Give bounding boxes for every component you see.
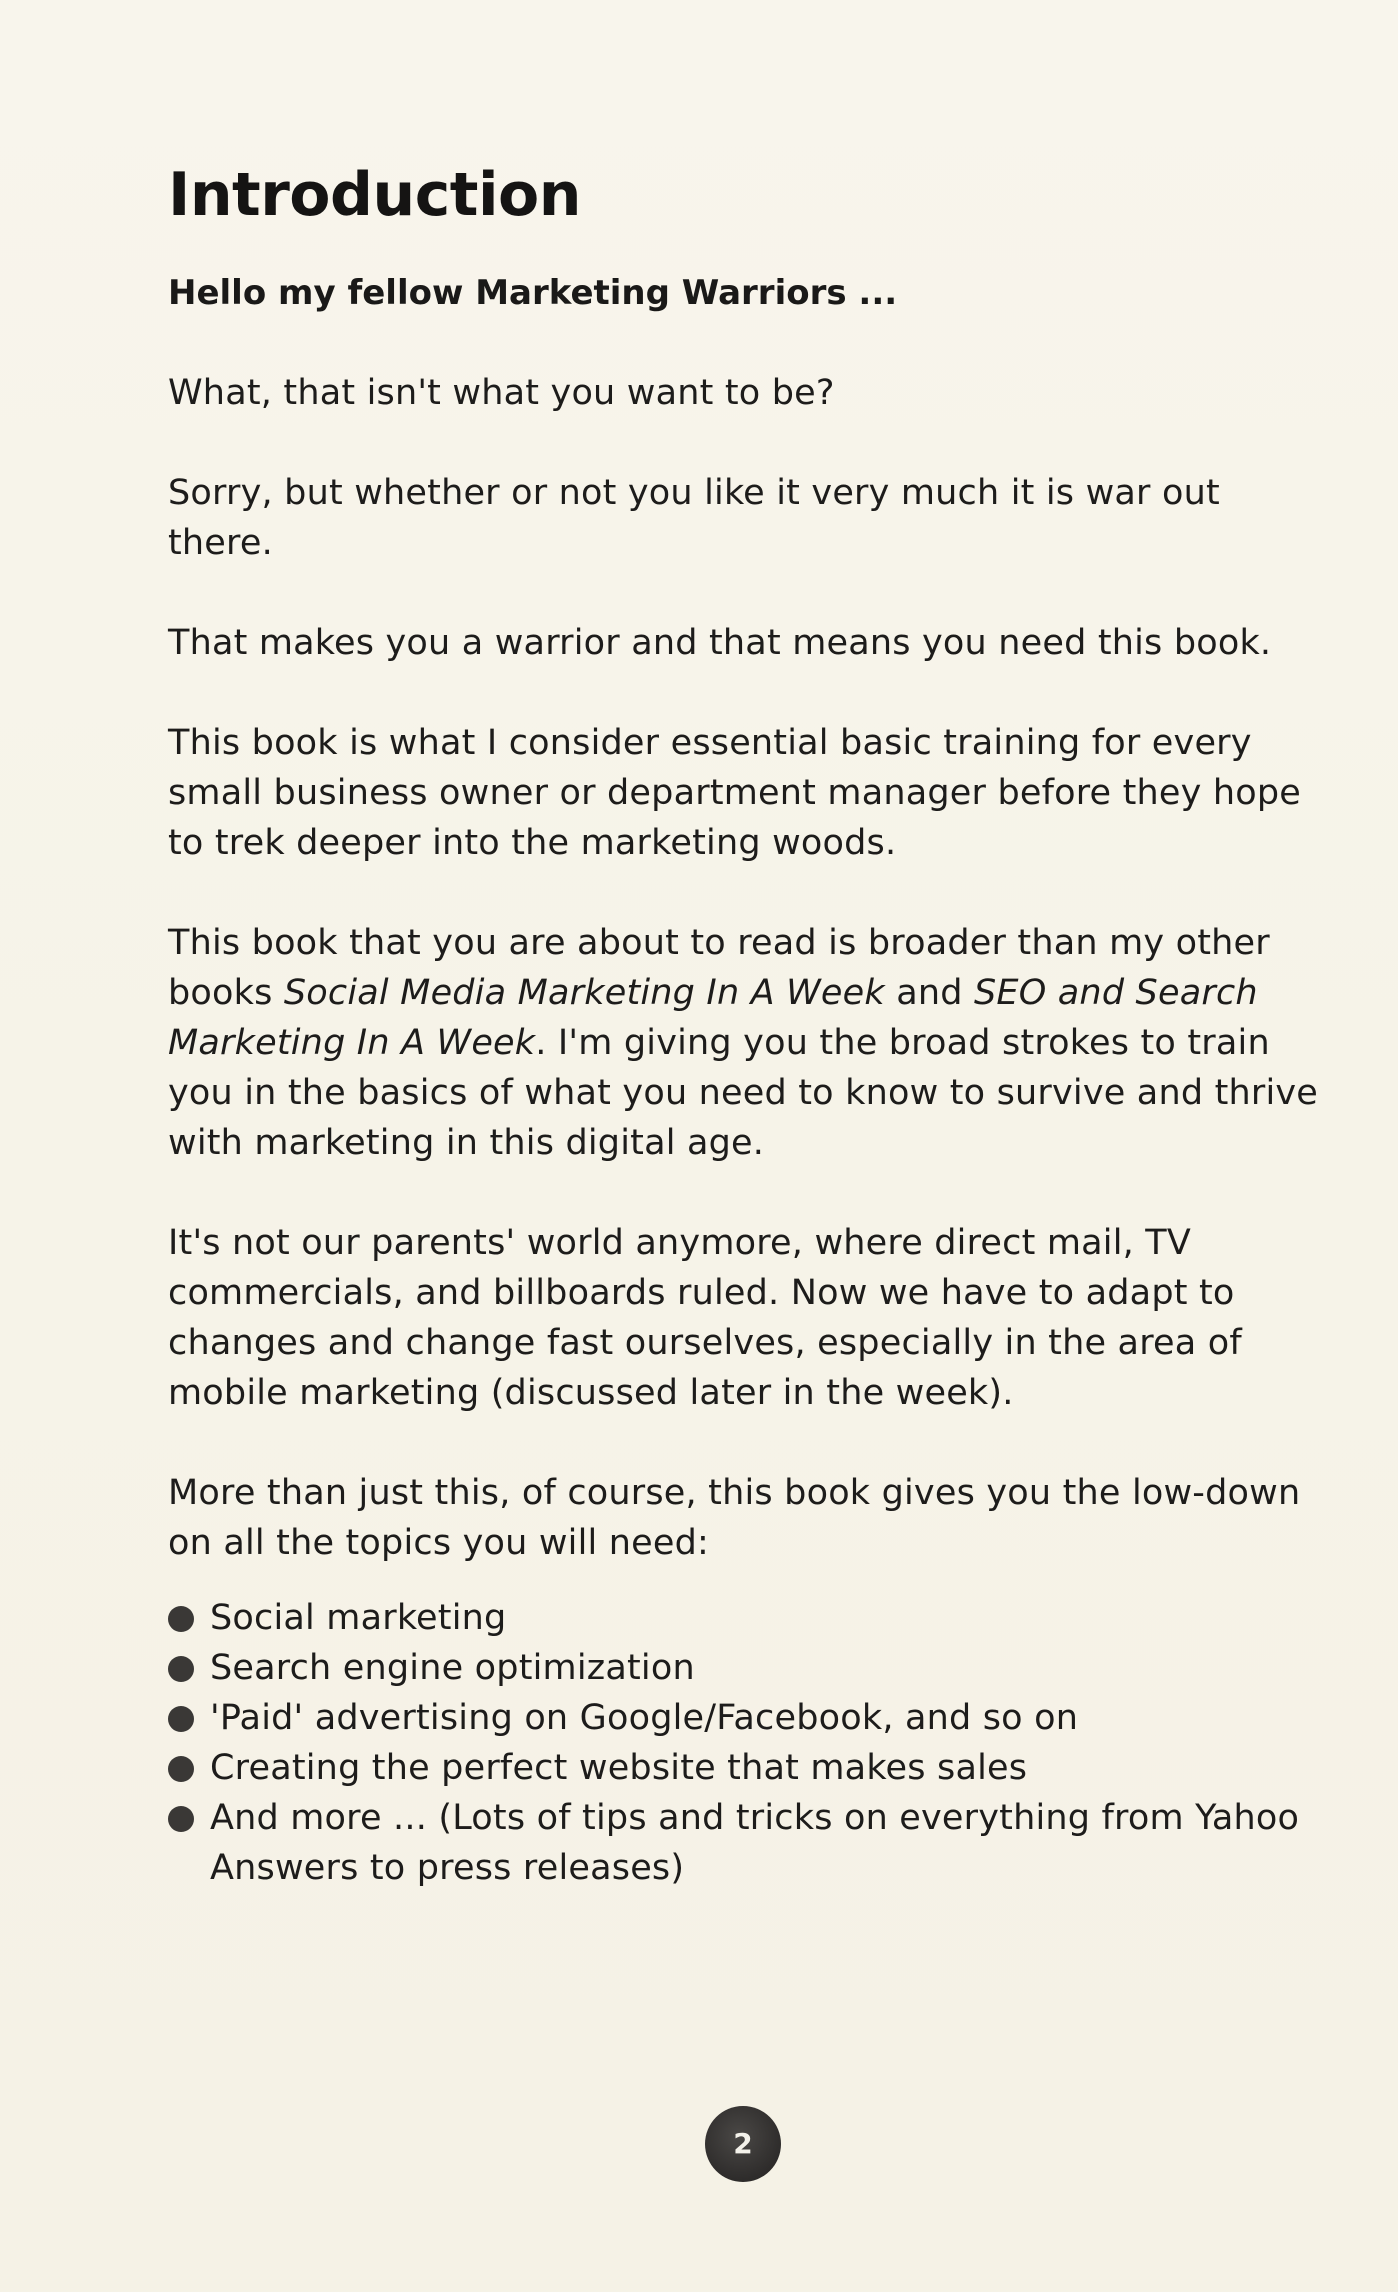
- book-title-social-media: Social Media Marketing In A Week: [283, 973, 885, 1013]
- list-item-text: Social marketing: [210, 1598, 507, 1638]
- bullet-icon: [168, 1706, 194, 1732]
- list-item: [168, 1793, 1328, 1893]
- paragraph-2: Sorry, but whether or not you like it very much it is war out there.: [168, 473, 1220, 563]
- paragraph-7: More than just this, of course, this book gives you the low-down on all the topics you will need:: [168, 1473, 1301, 1563]
- bullet-icon: [168, 1756, 194, 1782]
- book-title-seo: SEO and Search Marketing In A Week: [168, 973, 1258, 1063]
- bullet-icon: [168, 1806, 194, 1832]
- list-item: [168, 1593, 1328, 1643]
- list-item: [168, 1643, 1328, 1693]
- list-item-text: 'Paid' advertising on Google/Facebook, and so on: [210, 1698, 1079, 1738]
- paragraph-3: That makes you a warrior and that means you need this book.: [168, 623, 1272, 663]
- list-item-text: Search engine optimization: [210, 1648, 695, 1688]
- page-number-badge: 2: [705, 2106, 781, 2182]
- list-item: [168, 1743, 1328, 1793]
- greeting-heading: Hello my fellow Marketing Warriors ...: [168, 273, 898, 313]
- paragraph-5-text-1: This book that you are about to read is broader than my other books: [168, 923, 1270, 1013]
- paragraph-6: It's not our parents' world anymore, where direct mail, TV commercials, and billboards ruled. Now we have to adapt to changes and change fast ourselves, especially in the area of mobile marketing (discussed later in the week).: [168, 1223, 1242, 1413]
- paragraph-4: This book is what I consider essential basic training for every small business owner or department manager before they hope to trek deeper into the marketing woods.: [168, 723, 1302, 863]
- page-title: Introduction: [168, 160, 581, 230]
- list-item: [168, 1693, 1328, 1743]
- paragraph-5-text-3: . I'm giving you the broad strokes to train you in the basics of what you need to know to survive and thrive with marketing in this digital age.: [168, 1023, 1319, 1163]
- paragraph-1: What, that isn't what you want to be?: [168, 373, 835, 413]
- paragraph-5: [168, 918, 1328, 1168]
- topics-list: [168, 1593, 1328, 1893]
- bullet-icon: [168, 1656, 194, 1682]
- list-item-text: Creating the perfect website that makes sales: [210, 1748, 1028, 1788]
- page-content: [168, 150, 1328, 1893]
- list-item-text: And more ... (Lots of tips and tricks on everything from Yahoo Answers to press releases): [210, 1798, 1300, 1888]
- paragraph-5-text-2: and: [884, 973, 974, 1013]
- bullet-icon: [168, 1606, 194, 1632]
